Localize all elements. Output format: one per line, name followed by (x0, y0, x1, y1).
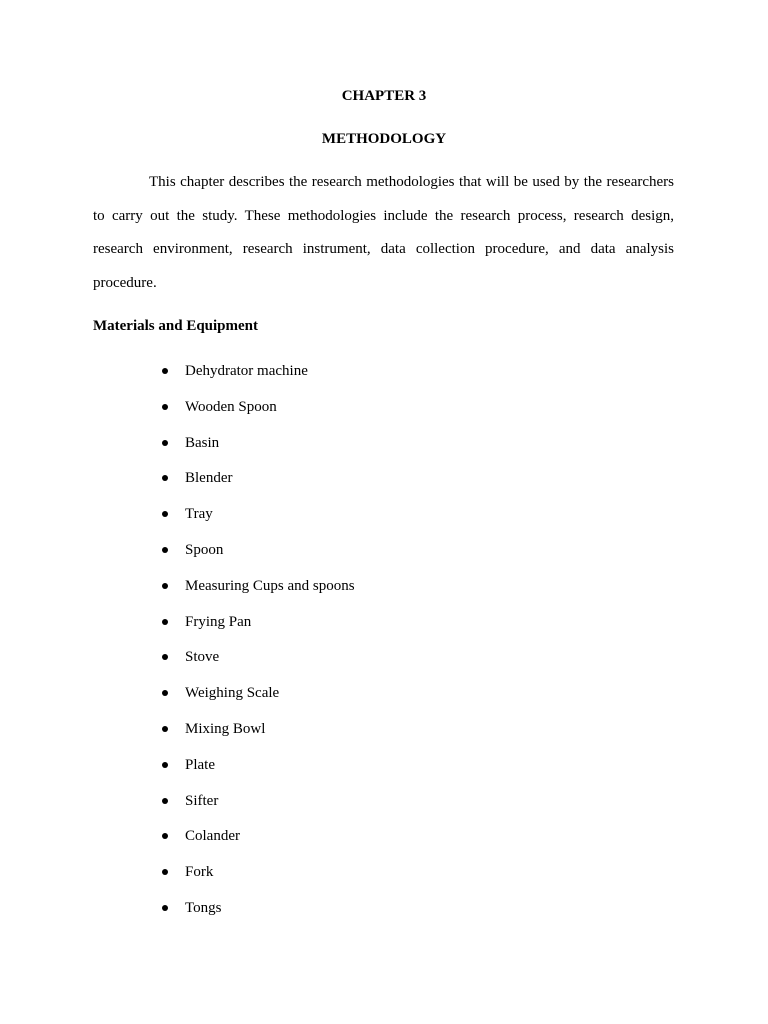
bullet-icon (162, 690, 168, 696)
list-item-label: Tray (185, 506, 213, 523)
bullet-icon (162, 475, 168, 481)
bullet-icon (162, 798, 168, 804)
list-item-label: Blender (185, 470, 233, 487)
bullet-icon (162, 905, 168, 911)
bullet-icon (162, 654, 168, 660)
list-item-label: Tongs (185, 899, 222, 916)
list-item-label: Spoon (185, 541, 224, 558)
bullet-icon (162, 511, 168, 517)
bullet-icon (162, 583, 168, 589)
list-item-label: Dehydrator machine (185, 363, 308, 379)
list-item-label: Wooden Spoon (185, 398, 277, 415)
list-item-label: Sifter (185, 792, 219, 809)
list-item-label: Colander (185, 828, 240, 845)
bullet-icon (162, 762, 168, 768)
bullet-icon (162, 726, 168, 732)
materials-heading: Materials and Equipment (93, 318, 259, 334)
list-item-label: Plate (185, 756, 215, 773)
list-item-label: Weighing Scale (185, 685, 280, 702)
list-item-label: Mixing Bowl (185, 720, 266, 737)
bullet-icon (162, 869, 168, 875)
bullet-icon (162, 619, 168, 625)
bullet-icon (162, 368, 168, 374)
list-item-label: Measuring Cups and spoons (185, 577, 355, 594)
list-item-label: Frying Pan (185, 613, 252, 630)
bullet-icon (162, 547, 168, 553)
list-item-label: Stove (185, 649, 220, 666)
section-title: METHODOLOGY (321, 131, 447, 147)
list-item-label: Basin (185, 434, 220, 451)
chapter-heading: CHAPTER 3 (341, 88, 427, 104)
list-item-label: Fork (185, 864, 214, 881)
bullet-icon (162, 833, 168, 839)
bullet-icon (162, 404, 168, 410)
intro-paragraph: This chapter describes the research methodologies that will be used by the researchers to carry out the study. These methodologies include the research process, research design, research environment, research instrument, data collection procedure, and data analysis procedure. (93, 174, 674, 291)
bullet-icon (162, 440, 168, 446)
